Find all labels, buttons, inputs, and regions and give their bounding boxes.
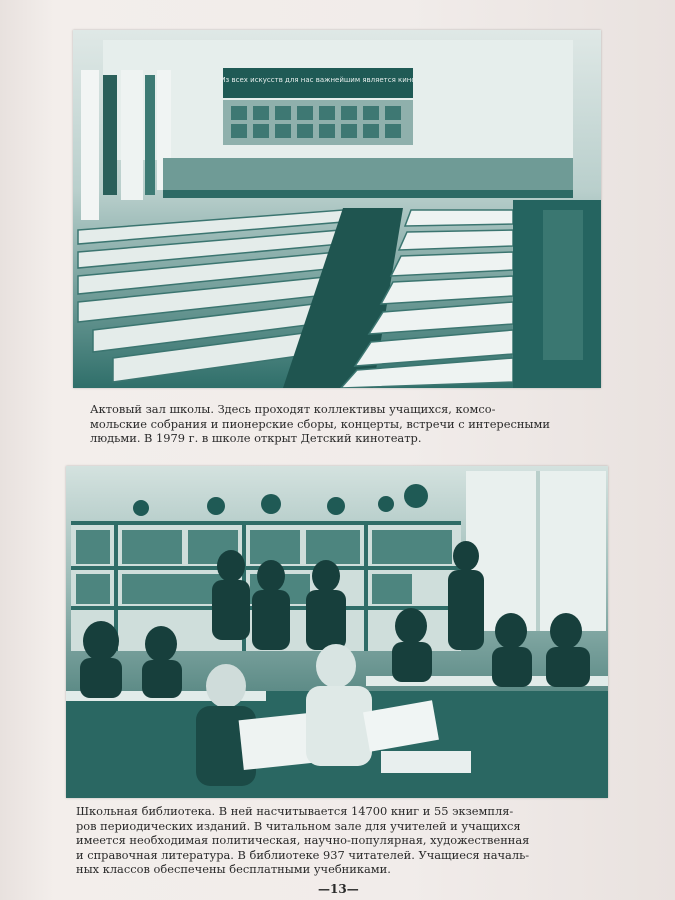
- cinema-banner-text: Из всех искусств для нас важнейшим является кино: [220, 76, 416, 84]
- caption-line: людьми. В 1979 г. в школе открыт Детский кинотеатр.: [90, 431, 422, 446]
- assembly-hall-photo: [73, 30, 601, 388]
- caption-line: Школьная библиотека. В ней насчитывается 14700 книг и 55 экземпля-: [76, 804, 514, 818]
- page-number: —13—: [318, 882, 359, 896]
- library-photo: [66, 466, 608, 798]
- caption-line: и справочная литература. В библиотеке 937 читателей. Учащиеся началь-: [76, 847, 530, 862]
- caption-line: ных классов обеспечены бесплатными учебниками.: [76, 862, 391, 877]
- library-caption: [76, 804, 596, 877]
- caption-line: мольские собрания и пионерские сборы, концерты, встречи с интересными: [90, 416, 550, 431]
- assembly-hall-caption: [90, 402, 595, 446]
- caption-line: ров периодических изданий. В читальном зале для учителей и учащихся: [76, 818, 521, 833]
- caption-line: Актовый зал школы. Здесь проходят коллективы учащихся, комсо-: [90, 402, 496, 416]
- caption-line: имеется необходимая политическая, научно-популярная, художественная: [76, 833, 530, 848]
